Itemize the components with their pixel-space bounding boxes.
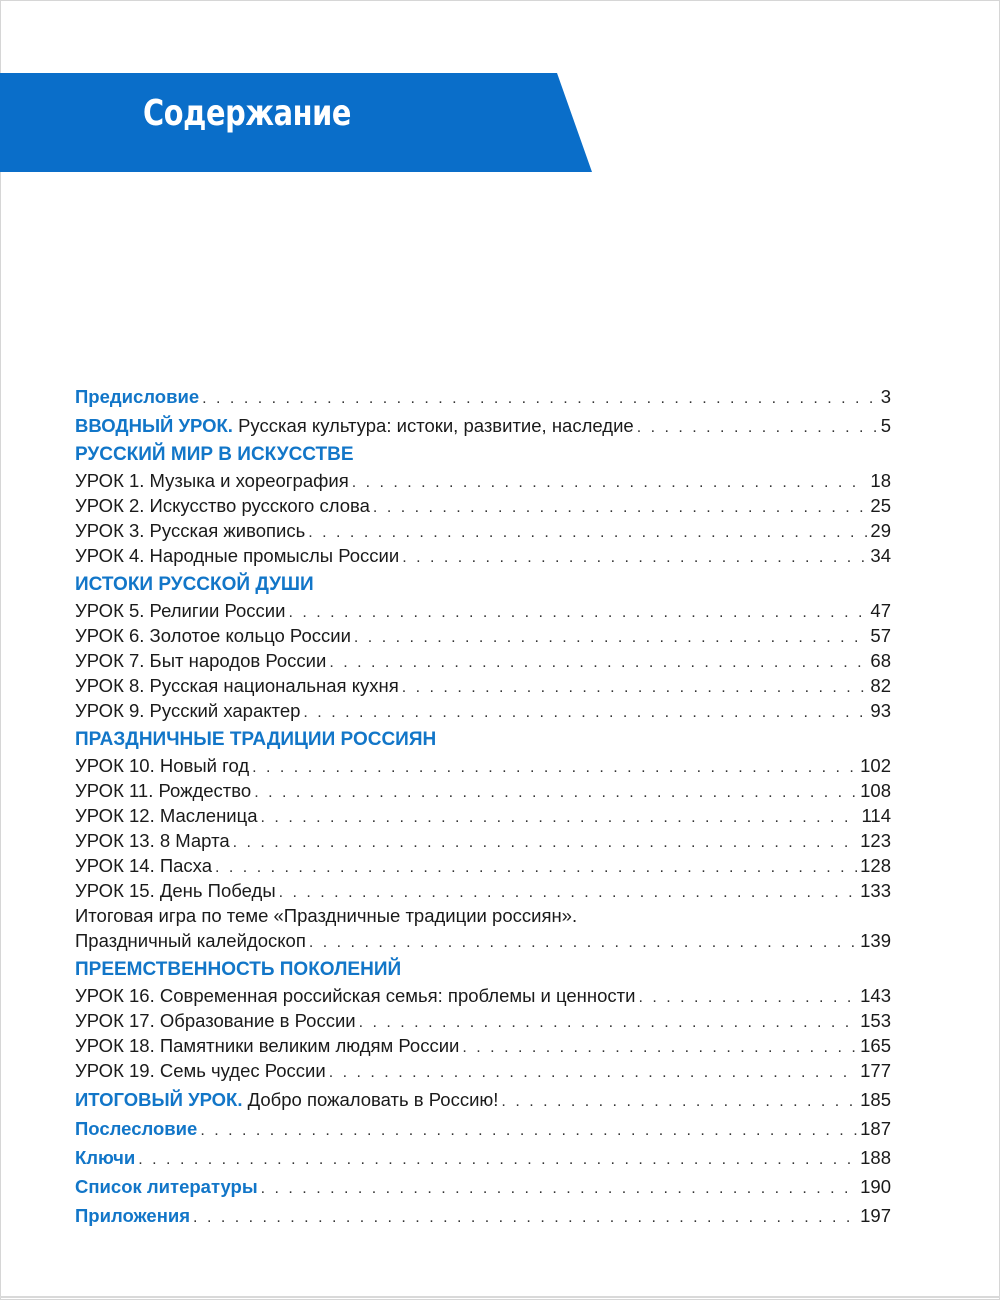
toc-label: УРОК 3. Русская живопись [75,520,306,541]
dot-leader [252,755,857,780]
dot-leader [402,675,868,700]
dot-leader [279,880,858,905]
dot-leader [200,1118,857,1143]
dot-leader [215,855,857,880]
toc-label [75,413,634,438]
toc-label: УРОК 18. Памятники великим людям России [75,1035,460,1056]
dot-leader [637,415,878,440]
page-number: 34 [870,545,891,566]
dot-leader [329,1060,857,1085]
toc-label: УРОК 19. Семь чудес России [75,1060,326,1081]
toc-entry[interactable] [75,493,891,518]
dot-leader [261,805,859,830]
toc-label: Ключи [75,1147,136,1168]
page-number: 143 [860,985,891,1006]
page-number: 25 [870,495,891,516]
page-title: Содержание [143,93,352,134]
toc-label: УРОК 9. Русский характер [75,700,301,721]
dot-leader [288,600,867,625]
toc-entry[interactable] [75,983,891,1008]
toc-entry[interactable] [75,878,891,903]
toc-label-text: Добро пожаловать в Россию! [247,1089,499,1110]
toc-entry[interactable] [75,778,891,803]
toc-entry[interactable] [75,468,891,493]
dot-leader [254,780,857,805]
dot-leader [462,1035,857,1060]
toc-label: УРОК 7. Быт народов России [75,650,327,671]
page-number: 197 [860,1205,891,1226]
page-number: 185 [860,1089,891,1110]
toc-entry-preface[interactable] [75,384,891,409]
dot-leader [402,545,867,570]
section-heading[interactable]: ПРАЗДНИЧНЫЕ ТРАДИЦИИ РОССИЯН [75,729,437,750]
page-number: 29 [870,520,891,541]
toc-label: УРОК 13. 8 Марта [75,830,230,851]
dot-leader [329,650,867,675]
toc-entry[interactable] [75,648,891,673]
dot-leader [501,1089,857,1114]
page-number: 153 [860,1010,891,1031]
table-of-contents [75,380,891,1228]
page-number: 108 [860,780,891,801]
dot-leader [303,700,867,725]
page-number: 188 [860,1147,891,1168]
page-number: 177 [860,1060,891,1081]
toc-entry-final-game[interactable] [75,903,891,928]
toc-label: Предисловие [75,386,200,407]
toc-entry[interactable] [75,698,891,723]
toc-entry[interactable] [75,1008,891,1033]
toc-label: УРОК 17. Образование в России [75,1010,356,1031]
page-number: 5 [880,415,891,436]
toc-label: УРОК 10. Новый год [75,755,250,776]
toc-label: УРОК 14. Пасха [75,855,213,876]
toc-label: УРОК 4. Народные промыслы России [75,545,400,566]
toc-entry[interactable] [75,598,891,623]
toc-entry[interactable] [75,518,891,543]
page-number: 102 [860,755,891,776]
page-number: 128 [860,855,891,876]
toc-entry-keys[interactable] [75,1145,891,1170]
dot-leader [138,1147,857,1172]
toc-entry-intro[interactable] [75,413,891,438]
toc-entry[interactable] [75,1033,891,1058]
toc-entry-references[interactable] [75,1174,891,1199]
dot-leader [261,1176,858,1201]
toc-entry[interactable] [75,673,891,698]
page-number: 18 [870,470,891,491]
toc-label: Итоговая игра по теме «Праздничные традиции россиян». [75,905,578,926]
page-number: 165 [860,1035,891,1056]
page-number: 57 [870,625,891,646]
dot-leader [193,1205,857,1230]
dot-leader [308,520,867,545]
dot-leader [359,1010,858,1035]
toc-label: УРОК 12. Масленица [75,805,258,826]
toc-entry-appendices[interactable] [75,1203,891,1228]
page-number: 123 [860,830,891,851]
toc-entry-afterword[interactable] [75,1116,891,1141]
toc-entry[interactable] [75,853,891,878]
page-number: 82 [870,675,891,696]
dot-leader [638,985,857,1010]
page-number: 190 [860,1176,891,1197]
page-number: 187 [860,1118,891,1139]
section-heading[interactable]: РУССКИЙ МИР В ИСКУССТВЕ [75,444,354,465]
dot-leader [354,625,868,650]
page-number: 68 [870,650,891,671]
page-number: 114 [861,805,891,826]
toc-label: УРОК 11. Рождество [75,780,252,801]
toc-label: УРОК 15. День Победы [75,880,276,901]
dot-leader [309,930,857,955]
toc-label-text: Русская культура: истоки, развитие, наследие [238,415,634,436]
dot-leader [233,830,858,855]
toc-entry[interactable] [75,753,891,778]
dot-leader [202,386,878,411]
toc-label: УРОК 2. Искусство русского слова [75,495,370,516]
toc-label: УРОК 16. Современная российская семья: проблемы и ценности [75,985,636,1006]
page-number: 93 [870,700,891,721]
toc-label: УРОК 5. Религии России [75,600,286,621]
toc-entry[interactable] [75,828,891,853]
toc-label-bold: ВВОДНЫЙ УРОК. [75,415,233,436]
toc-label: Праздничный калейдоскоп [75,930,306,951]
toc-label: Список литературы [75,1176,258,1197]
toc-entry[interactable] [75,623,891,648]
section-heading[interactable]: ИСТОКИ РУССКОЙ ДУШИ [75,574,314,595]
toc-label: УРОК 6. Золотое кольцо России [75,625,351,646]
dot-leader [352,470,868,495]
dot-leader [373,495,868,520]
toc-label: Послесловие [75,1118,198,1139]
page-number: 133 [860,880,891,901]
toc-label: УРОК 1. Музыка и хореография [75,470,349,491]
toc-entry[interactable] [75,803,891,828]
page-number: 47 [870,600,891,621]
toc-entry[interactable] [75,1058,891,1083]
bottom-divider [0,1296,1000,1298]
section-heading[interactable]: ПРЕЕМСТВЕННОСТЬ ПОКОЛЕНИЙ [75,959,402,980]
page-number: 139 [860,930,891,951]
page-number: 3 [880,386,891,407]
toc-label-bold: ИТОГОВЫЙ УРОК. [75,1089,243,1110]
toc-label: УРОК 8. Русская национальная кухня [75,675,399,696]
toc-label [75,1087,498,1112]
toc-label: Приложения [75,1205,191,1226]
toc-entry-final-lesson[interactable] [75,1087,891,1112]
toc-entry-final-game-cont[interactable] [75,928,891,953]
toc-entry[interactable] [75,543,891,568]
